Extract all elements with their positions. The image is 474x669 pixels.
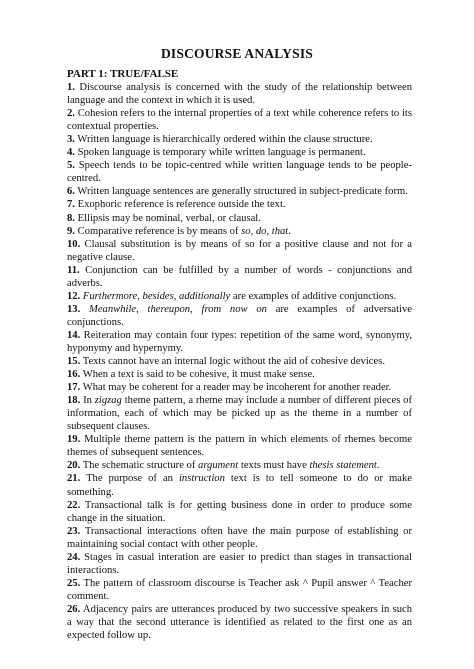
statement-item — [67, 264, 412, 290]
statement-number: 14. — [67, 329, 81, 341]
statement-text: Comparative reference is by means of — [74, 225, 242, 237]
part-heading: PART 1: TRUE/FALSE — [67, 68, 179, 80]
statement-number: 4. — [67, 147, 75, 159]
statement-text: Spoken language is temporary while written language is permanent. — [74, 147, 366, 159]
statement-item — [67, 368, 412, 381]
statement-italic-text: Furthermore, besides, additionally — [82, 290, 231, 302]
statement-number: 2. — [67, 108, 75, 120]
statement-text: Transactional talk is for getting business done in order to produce some change in the situation. — [67, 499, 412, 524]
statement-item — [67, 329, 412, 355]
statement-number: 7. — [67, 199, 75, 211]
document-body — [67, 68, 412, 642]
statement-text: text is to tell someone to do or make something. — [67, 473, 412, 498]
statement-number: 13. — [67, 303, 81, 315]
statement-italic-text: argument — [198, 460, 239, 472]
statement-item — [67, 238, 412, 264]
statement-item — [67, 81, 412, 107]
statement-number: 19. — [67, 434, 81, 446]
statement-item — [67, 107, 412, 133]
statement-text: Conjunction can be fulfilled by a number of words - conjunctions and adverbs. — [67, 264, 412, 289]
statement-number: 21. — [67, 473, 81, 485]
statement-number: 26. — [67, 603, 81, 615]
statement-number: 8. — [67, 212, 75, 224]
statement-number: 11. — [67, 264, 80, 276]
statement-italic-text: so, do, that — [241, 225, 289, 237]
statement-number: 12. — [67, 290, 81, 302]
statement-item — [67, 525, 412, 551]
statement-text: Adjacency pairs are utterances produced by two successive speakers in such a way that the second utterance is identified as related to the first one as an expected follow up. — [67, 603, 412, 642]
statement-text: What may be coherent for a reader may be incoherent for another reader. — [80, 382, 392, 394]
statement-text: Exophoric reference is reference outside the text. — [74, 199, 286, 211]
statement-number: 1. — [67, 82, 75, 94]
statement-text — [80, 304, 89, 315]
statement-item — [67, 303, 412, 329]
statement-italic-text: thesis statement — [309, 460, 377, 472]
statement-text: When a text is said to be cohesive, it must make sense. — [80, 369, 315, 381]
statement-text: The purpose of an — [80, 473, 179, 485]
statement-text: The schematic structure of — [80, 460, 199, 472]
statement-item — [67, 381, 412, 394]
statement-number: 9. — [67, 225, 75, 237]
statement-list — [67, 81, 412, 642]
statement-text: texts must have — [238, 460, 310, 472]
statement-item — [67, 472, 412, 498]
statement-italic-text: zigzag — [94, 395, 122, 407]
statement-text: Clausal substitution is by means of so for a positive clause and not for a negative clause. — [67, 238, 412, 263]
statement-item — [67, 212, 412, 225]
statement-text: Reiteration may contain four types: repetition of the same word, synonymy, hyponymy and hypernymy. — [67, 329, 412, 354]
statement-text: Transactional interactions often have the main purpose of establishing or maintaining social contact with other people. — [67, 525, 412, 550]
statement-text: . — [376, 460, 380, 472]
statement-item — [67, 394, 412, 433]
statement-number: 20. — [67, 460, 81, 472]
statement-number: 15. — [67, 356, 81, 368]
statement-italic-text: instruction — [178, 473, 225, 485]
statement-number: 6. — [67, 186, 75, 198]
statement-text: In — [80, 395, 95, 407]
statement-text: Ellipsis may be nominal, verbal, or clausal. — [74, 212, 261, 224]
statement-item — [67, 551, 412, 577]
statement-text: are examples of adversative conjunctions. — [67, 303, 412, 328]
statement-text: Discourse analysis is concerned with the study of the relationship between language and the context in which it is used. — [67, 82, 412, 107]
statement-number: 10. — [67, 238, 81, 250]
statement-item — [67, 146, 412, 159]
statement-number: 23. — [67, 525, 81, 537]
statement-text: Speech tends to be topic-centred while written language tends to be people-centred. — [67, 160, 412, 185]
statement-text: . — [288, 225, 291, 237]
statement-text: Written language sentences are generally structured in subject-predicate form. — [74, 186, 408, 198]
statement-item — [67, 433, 412, 459]
statement-number: 5. — [67, 160, 75, 172]
statement-item — [67, 225, 412, 238]
statement-text: are examples of additive conjunctions. — [230, 290, 397, 302]
statement-text: Written language is hierarchically ordered within the clause structure. — [74, 134, 373, 146]
document-title: DISCOURSE ANALYSIS — [160, 46, 314, 61]
statement-text: theme pattern, a rheme may include a number of different pieces of information, each of which may be picked up as the theme in a number of subsequent clauses. — [67, 395, 412, 433]
statement-italic-text: Meanwhile, thereupon, from now on — [89, 303, 267, 315]
statement-item — [67, 185, 412, 198]
statement-item — [67, 133, 412, 146]
statement-item — [67, 159, 412, 185]
statement-text: Texts cannot have an internal logic without the aid of cohesive devices. — [80, 356, 385, 368]
statement-item — [67, 459, 412, 472]
statement-text: The pattern of classroom discourse is Teacher ask ^ Pupil answer ^ Teacher comment. — [67, 577, 412, 602]
statement-item — [67, 577, 412, 603]
statement-number: 17. — [67, 382, 81, 394]
statement-item — [67, 499, 412, 525]
statement-text: Stages in casual interation are easier to predict than stages in transactional interactions. — [67, 551, 412, 576]
statement-item — [67, 603, 412, 642]
statement-text: Cohesion refers to the internal properties of a text while coherence refers to its contextual properties. — [67, 108, 412, 133]
statement-number: 16. — [67, 369, 81, 381]
statement-number: 18. — [67, 395, 81, 407]
statement-number: 22. — [67, 499, 81, 511]
statement-number: 25. — [67, 577, 81, 589]
statement-item — [67, 355, 412, 368]
statement-number: 24. — [67, 551, 81, 563]
statement-number: 3. — [67, 134, 75, 146]
statement-item — [67, 198, 412, 211]
statement-text: Multiple theme pattern is the pattern in which elements of rhemes become themes of subsequent sentences. — [67, 434, 412, 459]
statement-item — [67, 290, 412, 303]
